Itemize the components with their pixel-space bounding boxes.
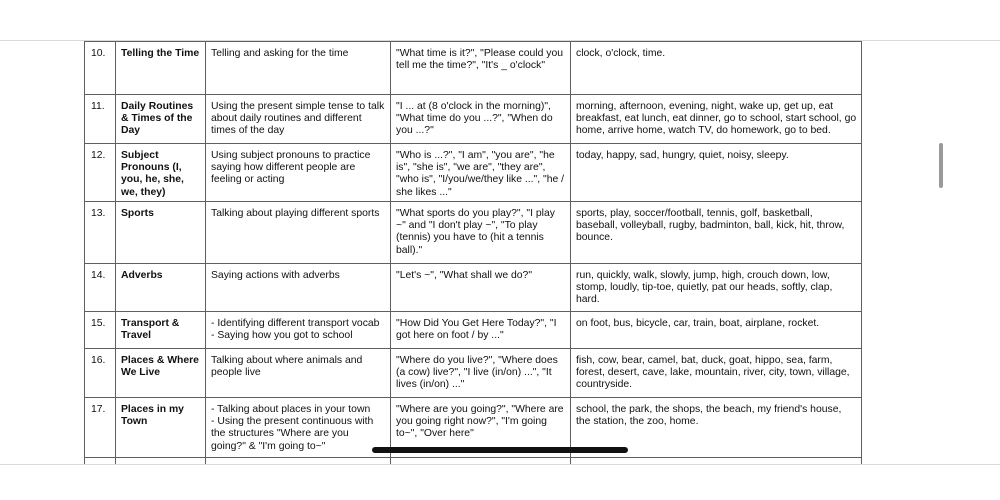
lesson-aim: Telling and asking for the time [206,42,391,95]
lesson-number: 13. [85,202,116,264]
lesson-vocabulary: clock, o'clock, time. [571,42,862,95]
table-row [85,312,862,349]
lesson-number: 17. [85,398,116,458]
lesson-topic: Places & Where We Live [116,349,206,398]
lesson-number: 15. [85,312,116,349]
lesson-phrases: "Where are you going?", "Where are you going right now?", "I'm going to~", "Over here" [391,398,571,458]
lesson-phrases: "What sports do you play?", "I play ~" and "I don't play ~", "To play (tennis) you have to (hit a tennis ball)." [391,202,571,264]
scrollbar-thumb[interactable] [939,143,943,188]
lesson-vocabulary: on foot, bus, bicycle, car, train, boat, airplane, rocket. [571,312,862,349]
lesson-topic: Telling the Time [116,42,206,95]
lesson-topic: Daily Routines & Times of the Day [116,95,206,144]
lesson-number: 16. [85,349,116,398]
lesson-aim: Using subject pronouns to practice saying how different people are feeling or acting [206,144,391,202]
lesson-topic: Adverbs [116,264,206,312]
table-row [85,42,862,95]
lesson-phrases: "Let's ~", "What shall we do?" [391,264,571,312]
lesson-topic: Places in my Town [116,398,206,458]
lesson-phrases: "Where do you live?", "Where does (a cow) live?", "I live (in/on) ...", "It lives (in/on) ..." [391,349,571,398]
lesson-aim: Using the present simple tense to talk about daily routines and different times of the day [206,95,391,144]
lesson-topic: Subject Pronouns (I, you, he, she, we, they) [116,144,206,202]
document-page [0,41,1000,464]
lesson-number: 11. [85,95,116,144]
lesson-vocabulary: school, the park, the shops, the beach, my friend's house, the station, the zoo, home. [571,398,862,458]
viewer-top-bar [0,0,1000,41]
lesson-aim: Talking about playing different sports [206,202,391,264]
lesson-aim: Saying actions with adverbs [206,264,391,312]
lesson-number: 10. [85,42,116,95]
viewer-bottom-bar [0,464,1000,500]
table-row [85,264,862,312]
lesson-topic: Transport & Travel [116,312,206,349]
lesson-phrases: "How Did You Get Here Today?", "I got here on foot / by ..." [391,312,571,349]
lesson-vocabulary: sports, play, soccer/football, tennis, golf, basketball, baseball, volleyball, rugby, badminton, ball, kick, hit, throw, bounce. [571,202,862,264]
lesson-vocabulary: run, quickly, walk, slowly, jump, high, crouch down, low, stomp, loudly, tip-toe, quietly, pat our heads, softly, clap, hard. [571,264,862,312]
table-row [85,349,862,398]
lesson-vocabulary: fish, cow, bear, camel, bat, duck, goat, hippo, sea, farm, forest, desert, cave, lake, mountain, river, city, town, village, countryside. [571,349,862,398]
table-row [85,95,862,144]
lesson-number: 14. [85,264,116,312]
lesson-topic: Sports [116,202,206,264]
lesson-phrases: "I ... at (8 o'clock in the morning)", "What time do you ...?", "When do you ...?" [391,95,571,144]
lesson-table [84,41,862,464]
lesson-phrases: "Who is ...?", "I am", "you are", "he is", "she is", "we are", "they are", "who is", "I/you/we/they like ...", "he / she likes ..." [391,144,571,202]
table-row [85,144,862,202]
lesson-aim: - Identifying different transport vocab - Saying how you got to school [206,312,391,349]
lesson-aim: Talking about where animals and people live [206,349,391,398]
lesson-vocabulary: today, happy, sad, hungry, quiet, noisy, sleepy. [571,144,862,202]
lesson-aim: - Talking about places in your town - Using the present continuous with the structures "Where are you going?" & "I'm going to~" [206,398,391,458]
lesson-number: 12. [85,144,116,202]
table-row [85,202,862,264]
lesson-table-body [85,42,862,465]
lesson-phrases: "What time is it?", "Please could you tell me the time?", "It's _ o'clock" [391,42,571,95]
home-indicator[interactable] [372,447,628,453]
lesson-vocabulary: morning, afternoon, evening, night, wake up, get up, eat breakfast, eat lunch, eat dinner, go to school, start school, go home, arrive home, watch TV, do homework, go to bed. [571,95,862,144]
